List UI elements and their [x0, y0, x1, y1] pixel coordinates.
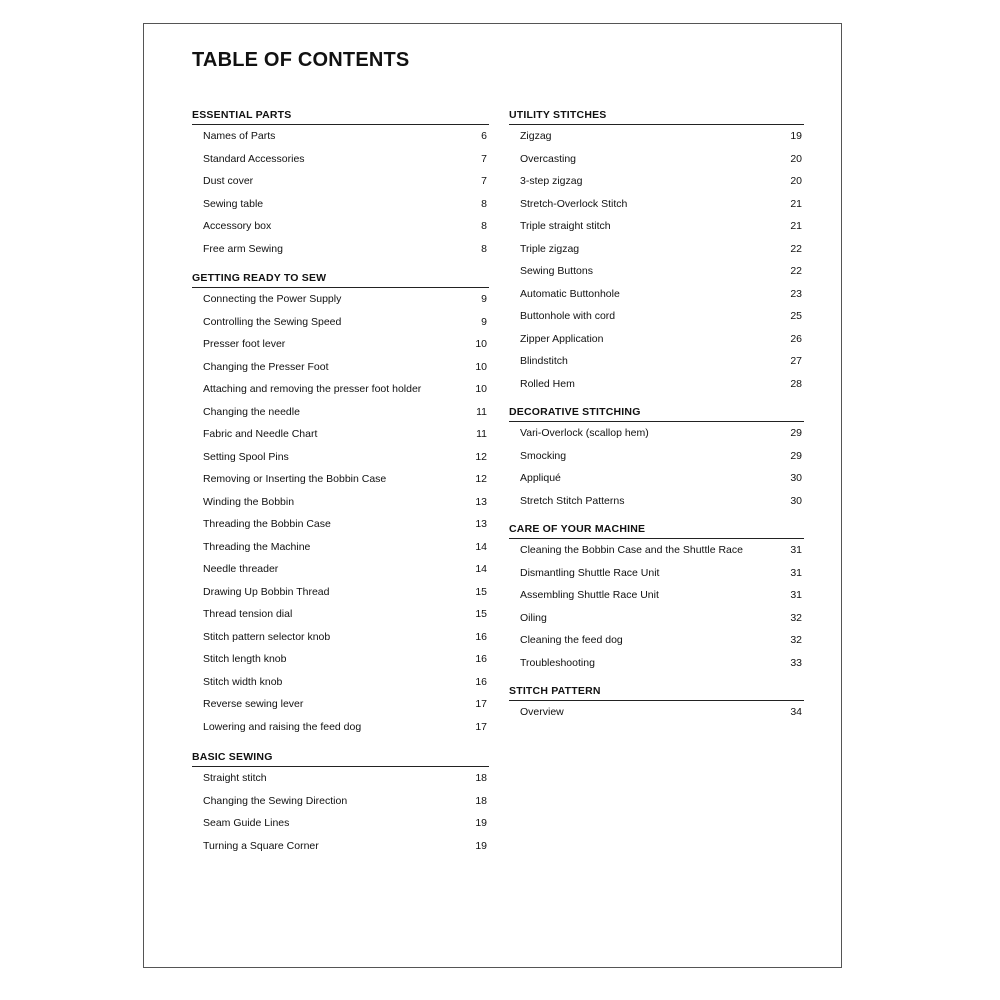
toc-entry-title: Blindstitch	[520, 355, 568, 368]
toc-entry[interactable]	[192, 446, 489, 469]
toc-entry-title: Reverse sewing lever	[203, 698, 304, 711]
toc-entry[interactable]	[509, 193, 804, 216]
toc-entry[interactable]	[192, 716, 489, 739]
toc-entry-page-number: 31	[790, 566, 802, 579]
toc-entry[interactable]	[509, 445, 804, 468]
toc-entry-page-number: 13	[475, 495, 487, 508]
toc-entry[interactable]	[192, 626, 489, 649]
toc-entry-title: Threading the Bobbin Case	[203, 518, 331, 531]
toc-entry-title: Stretch Stitch Patterns	[520, 494, 625, 507]
toc-entry[interactable]	[509, 701, 804, 724]
toc-entry-title: Triple straight stitch	[520, 220, 611, 233]
toc-entry-title: Zigzag	[520, 130, 552, 143]
toc-entry[interactable]	[509, 170, 804, 193]
toc-entry[interactable]	[192, 356, 489, 379]
toc-right-column	[509, 108, 804, 724]
toc-entry-page-number: 17	[475, 698, 487, 711]
toc-entry-page-number: 18	[475, 794, 487, 807]
toc-section-essential-parts	[192, 108, 489, 260]
toc-entry-title: Vari-Overlock (scallop hem)	[520, 427, 649, 440]
toc-entry-list	[192, 767, 489, 857]
toc-entry[interactable]	[509, 539, 804, 562]
toc-entry-title: Overview	[520, 706, 564, 719]
toc-entry-page-number: 30	[790, 494, 802, 507]
toc-entry[interactable]	[509, 607, 804, 630]
toc-entry[interactable]	[192, 423, 489, 446]
toc-entry-list	[192, 125, 489, 260]
toc-entry-title: Seam Guide Lines	[203, 817, 290, 830]
toc-entry-page-number: 8	[481, 197, 487, 210]
toc-entry-title: Drawing Up Bobbin Thread	[203, 585, 330, 598]
toc-section-stitch-pattern	[509, 684, 804, 724]
manual-page	[143, 23, 842, 968]
toc-entry-page-number: 26	[790, 332, 802, 345]
toc-entry[interactable]	[509, 373, 804, 396]
toc-entry-page-number: 10	[475, 383, 487, 396]
toc-entry[interactable]	[509, 283, 804, 306]
toc-entry-page-number: 7	[481, 152, 487, 165]
toc-entry-title: Triple zigzag	[520, 242, 580, 255]
toc-entry[interactable]	[509, 125, 804, 148]
toc-entry-page-number: 22	[790, 242, 802, 255]
toc-entry[interactable]	[509, 305, 804, 328]
toc-entry[interactable]	[192, 603, 489, 626]
toc-entry-title: Setting Spool Pins	[203, 450, 289, 463]
toc-entry-title: Changing the Presser Foot	[203, 360, 329, 373]
toc-entry[interactable]	[509, 562, 804, 585]
toc-entry-title: Needle threader	[203, 563, 279, 576]
toc-entry-title: Lowering and raising the feed dog	[203, 720, 362, 733]
toc-entry[interactable]	[192, 468, 489, 491]
toc-entry-list	[509, 125, 804, 395]
toc-entry-page-number: 32	[790, 611, 802, 624]
toc-entry-title: Appliqué	[520, 472, 561, 485]
toc-entry-title: Rolled Hem	[520, 377, 575, 390]
section-heading: ESSENTIAL PARTS	[192, 108, 489, 125]
section-heading: DECORATIVE STITCHING	[509, 405, 804, 422]
toc-entry-title: Free arm Sewing	[203, 242, 283, 255]
toc-entry-page-number: 11	[476, 405, 487, 418]
toc-entry-page-number: 22	[790, 265, 802, 278]
toc-entry-page-number: 19	[475, 817, 487, 830]
toc-entry[interactable]	[509, 629, 804, 652]
toc-entry-page-number: 29	[790, 449, 802, 462]
toc-entry-title: Removing or Inserting the Bobbin Case	[203, 473, 387, 486]
toc-entry[interactable]	[192, 238, 489, 261]
toc-entry-title: Threading the Machine	[203, 540, 311, 553]
toc-entry-page-number: 23	[790, 287, 802, 300]
toc-section-utility-stitches	[509, 108, 804, 395]
toc-entry-title: Stitch width knob	[203, 675, 283, 688]
toc-entry-title: Dismantling Shuttle Race Unit	[520, 566, 660, 579]
toc-section-basic-sewing	[192, 750, 489, 857]
toc-entry[interactable]	[509, 260, 804, 283]
toc-entry-page-number: 16	[475, 653, 487, 666]
toc-entry-title: Assembling Shuttle Race Unit	[520, 589, 659, 602]
toc-entry-title: Fabric and Needle Chart	[203, 428, 318, 441]
toc-entry-page-number: 16	[475, 675, 487, 688]
toc-entry-page-number: 14	[475, 563, 487, 576]
toc-entry-page-number: 7	[481, 175, 487, 188]
toc-entry[interactable]	[509, 490, 804, 513]
toc-entry-title: Accessory box	[203, 220, 272, 233]
toc-entry-page-number: 21	[790, 220, 802, 233]
toc-entry-title: Attaching and removing the presser foot holder	[203, 383, 422, 396]
toc-entry[interactable]	[192, 288, 489, 311]
toc-entry[interactable]	[509, 328, 804, 351]
toc-entry-page-number: 18	[475, 772, 487, 785]
toc-entry[interactable]	[192, 835, 489, 858]
toc-entry[interactable]	[192, 148, 489, 171]
toc-entry-title: Thread tension dial	[203, 608, 293, 621]
toc-entry-page-number: 34	[790, 706, 802, 719]
toc-entry-page-number: 19	[790, 130, 802, 143]
toc-left-column	[192, 108, 489, 857]
toc-entry[interactable]	[192, 536, 489, 559]
toc-entry-title: Zipper Application	[520, 332, 604, 345]
toc-entry[interactable]	[192, 333, 489, 356]
toc-entry-page-number: 6	[481, 130, 487, 143]
section-heading: STITCH PATTERN	[509, 684, 804, 701]
toc-entry[interactable]	[192, 125, 489, 148]
toc-entry-title: 3-step zigzag	[520, 175, 583, 188]
toc-entry-title: Changing the Sewing Direction	[203, 794, 348, 807]
toc-entry[interactable]	[192, 193, 489, 216]
toc-entry-page-number: 32	[790, 634, 802, 647]
toc-entry-page-number: 16	[475, 630, 487, 643]
toc-entry-title: Changing the needle	[203, 405, 300, 418]
toc-entry-page-number: 33	[790, 656, 802, 669]
toc-entry-title: Oiling	[520, 611, 547, 624]
toc-entry-page-number: 19	[475, 839, 487, 852]
toc-entry-title: Buttonhole with cord	[520, 310, 616, 323]
toc-entry-page-number: 8	[481, 220, 487, 233]
toc-entry-page-number: 31	[790, 589, 802, 602]
toc-entry-title: Cleaning the Bobbin Case and the Shuttle Race	[520, 544, 743, 557]
toc-entry[interactable]	[192, 401, 489, 424]
toc-entry-title: Dust cover	[203, 175, 254, 188]
toc-entry-page-number: 31	[790, 544, 802, 557]
toc-entry-list	[509, 422, 804, 512]
toc-entry-title: Winding the Bobbin	[203, 495, 295, 508]
toc-entry-page-number: 15	[475, 585, 487, 598]
toc-entry[interactable]	[192, 311, 489, 334]
toc-entry[interactable]	[192, 491, 489, 514]
toc-entry-title: Names of Parts	[203, 130, 276, 143]
toc-entry-title: Troubleshooting	[520, 656, 595, 669]
toc-entry[interactable]	[509, 350, 804, 373]
toc-entry[interactable]	[192, 671, 489, 694]
toc-entry-title: Turning a Square Corner	[203, 839, 319, 852]
toc-entry-title: Stitch pattern selector knob	[203, 630, 331, 643]
toc-entry[interactable]	[509, 422, 804, 445]
toc-entry[interactable]	[192, 558, 489, 581]
toc-entry[interactable]	[192, 581, 489, 604]
toc-entry-page-number: 10	[475, 338, 487, 351]
toc-entry[interactable]	[192, 215, 489, 238]
toc-entry[interactable]	[509, 467, 804, 490]
toc-entry-page-number: 12	[475, 450, 487, 463]
toc-entry-page-number: 8	[481, 242, 487, 255]
toc-entry-title: Presser foot lever	[203, 338, 286, 351]
toc-entry[interactable]	[509, 652, 804, 675]
section-heading: BASIC SEWING	[192, 750, 489, 767]
section-heading: UTILITY STITCHES	[509, 108, 804, 125]
toc-entry-list	[509, 539, 804, 674]
toc-entry-page-number: 9	[481, 315, 487, 328]
toc-entry-title: Connecting the Power Supply	[203, 293, 342, 306]
toc-entry-list	[509, 701, 804, 724]
toc-entry-page-number: 9	[481, 293, 487, 306]
toc-entry-page-number: 28	[790, 377, 802, 390]
toc-entry-title: Automatic Buttonhole	[520, 287, 620, 300]
toc-entry-page-number: 27	[790, 355, 802, 368]
toc-entry-title: Sewing table	[203, 197, 264, 210]
toc-entry-page-number: 20	[790, 152, 802, 165]
toc-entry-title: Stretch-Overlock Stitch	[520, 197, 628, 210]
toc-entry[interactable]	[509, 238, 804, 261]
toc-entry[interactable]	[192, 693, 489, 716]
section-heading: CARE OF YOUR MACHINE	[509, 522, 804, 539]
toc-entry-page-number: 21	[790, 197, 802, 210]
section-heading: GETTING READY TO SEW	[192, 271, 489, 288]
toc-entry-list	[192, 288, 489, 738]
toc-entry-page-number: 29	[790, 427, 802, 440]
toc-entry[interactable]	[192, 170, 489, 193]
toc-section-getting-ready-to-sew	[192, 271, 489, 738]
toc-entry[interactable]	[192, 378, 489, 401]
toc-entry[interactable]	[509, 148, 804, 171]
toc-entry-page-number: 13	[475, 518, 487, 531]
toc-entry-title: Sewing Buttons	[520, 265, 593, 278]
toc-entry-title: Overcasting	[520, 152, 577, 165]
toc-entry[interactable]	[192, 812, 489, 835]
toc-entry-title: Smocking	[520, 449, 567, 462]
toc-entry[interactable]	[192, 767, 489, 790]
page-title: TABLE OF CONTENTS	[192, 49, 410, 71]
toc-entry[interactable]	[192, 648, 489, 671]
toc-entry-page-number: 11	[476, 428, 487, 441]
toc-entry-page-number: 30	[790, 472, 802, 485]
toc-entry-title: Cleaning the feed dog	[520, 634, 623, 647]
toc-entry[interactable]	[192, 513, 489, 536]
toc-entry[interactable]	[509, 215, 804, 238]
toc-entry-page-number: 14	[475, 540, 487, 553]
toc-entry-page-number: 20	[790, 175, 802, 188]
toc-entry-page-number: 10	[475, 360, 487, 373]
toc-section-care-of-your-machine	[509, 522, 804, 674]
toc-entry-title: Controlling the Sewing Speed	[203, 315, 342, 328]
toc-entry[interactable]	[509, 584, 804, 607]
toc-entry[interactable]	[192, 790, 489, 813]
toc-entry-page-number: 15	[475, 608, 487, 621]
toc-entry-title: Standard Accessories	[203, 152, 305, 165]
toc-entry-page-number: 12	[475, 473, 487, 486]
toc-entry-page-number: 25	[790, 310, 802, 323]
toc-entry-title: Straight stitch	[203, 772, 267, 785]
toc-entry-title: Stitch length knob	[203, 653, 287, 666]
toc-entry-page-number: 17	[475, 720, 487, 733]
toc-section-decorative-stitching	[509, 405, 804, 512]
